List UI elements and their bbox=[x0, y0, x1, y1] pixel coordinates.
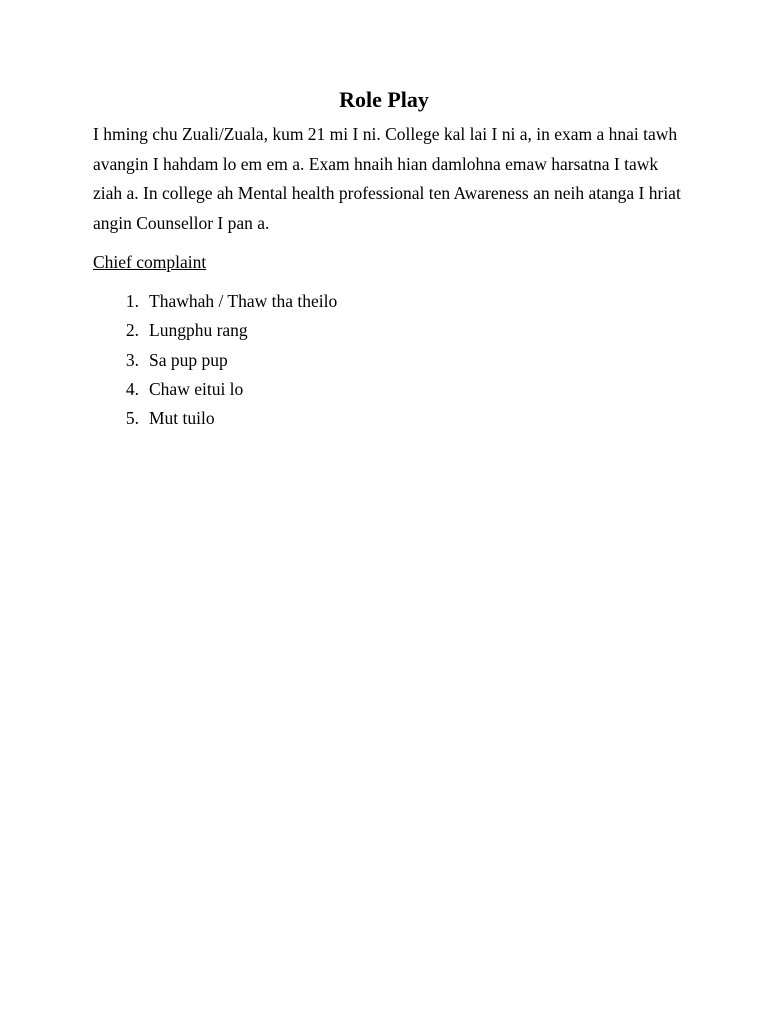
list-item-number: 3. bbox=[125, 349, 139, 370]
list-item-number: 1. bbox=[125, 291, 139, 311]
list-item-number: 4. bbox=[125, 378, 139, 399]
list-item-number: 2. bbox=[125, 320, 139, 341]
list-item-text: Lungphu rang bbox=[149, 320, 248, 341]
list-item-text: Thawhah / Thaw tha theilo bbox=[149, 291, 338, 311]
list-item bbox=[93, 317, 337, 346]
complaint-list bbox=[93, 288, 337, 434]
list-item bbox=[93, 288, 337, 317]
list-item-number: 5. bbox=[125, 408, 139, 429]
list-item-text: Chaw eitui lo bbox=[149, 378, 244, 399]
intro-paragraph: I hming chu Zuali/Zuala, kum 21 mi I ni. College kal lai I ni a, in exam a hnai tawh avangin I hahdam lo em em a. Exam hnaih hian damlohna emaw harsatna I tawk ziah a. In college ah Mental health professional ten Awareness an neih atanga I hriat angin Counsellor I pan a. bbox=[93, 124, 681, 233]
document-title: Role Play bbox=[339, 87, 429, 112]
list-item bbox=[93, 405, 337, 434]
list-item-text: Mut tuilo bbox=[149, 408, 215, 429]
list-item bbox=[93, 376, 337, 405]
list-item-text: Sa pup pup bbox=[149, 349, 228, 370]
list-item bbox=[93, 347, 337, 376]
chief-complaint-heading: Chief complaint bbox=[93, 252, 207, 272]
